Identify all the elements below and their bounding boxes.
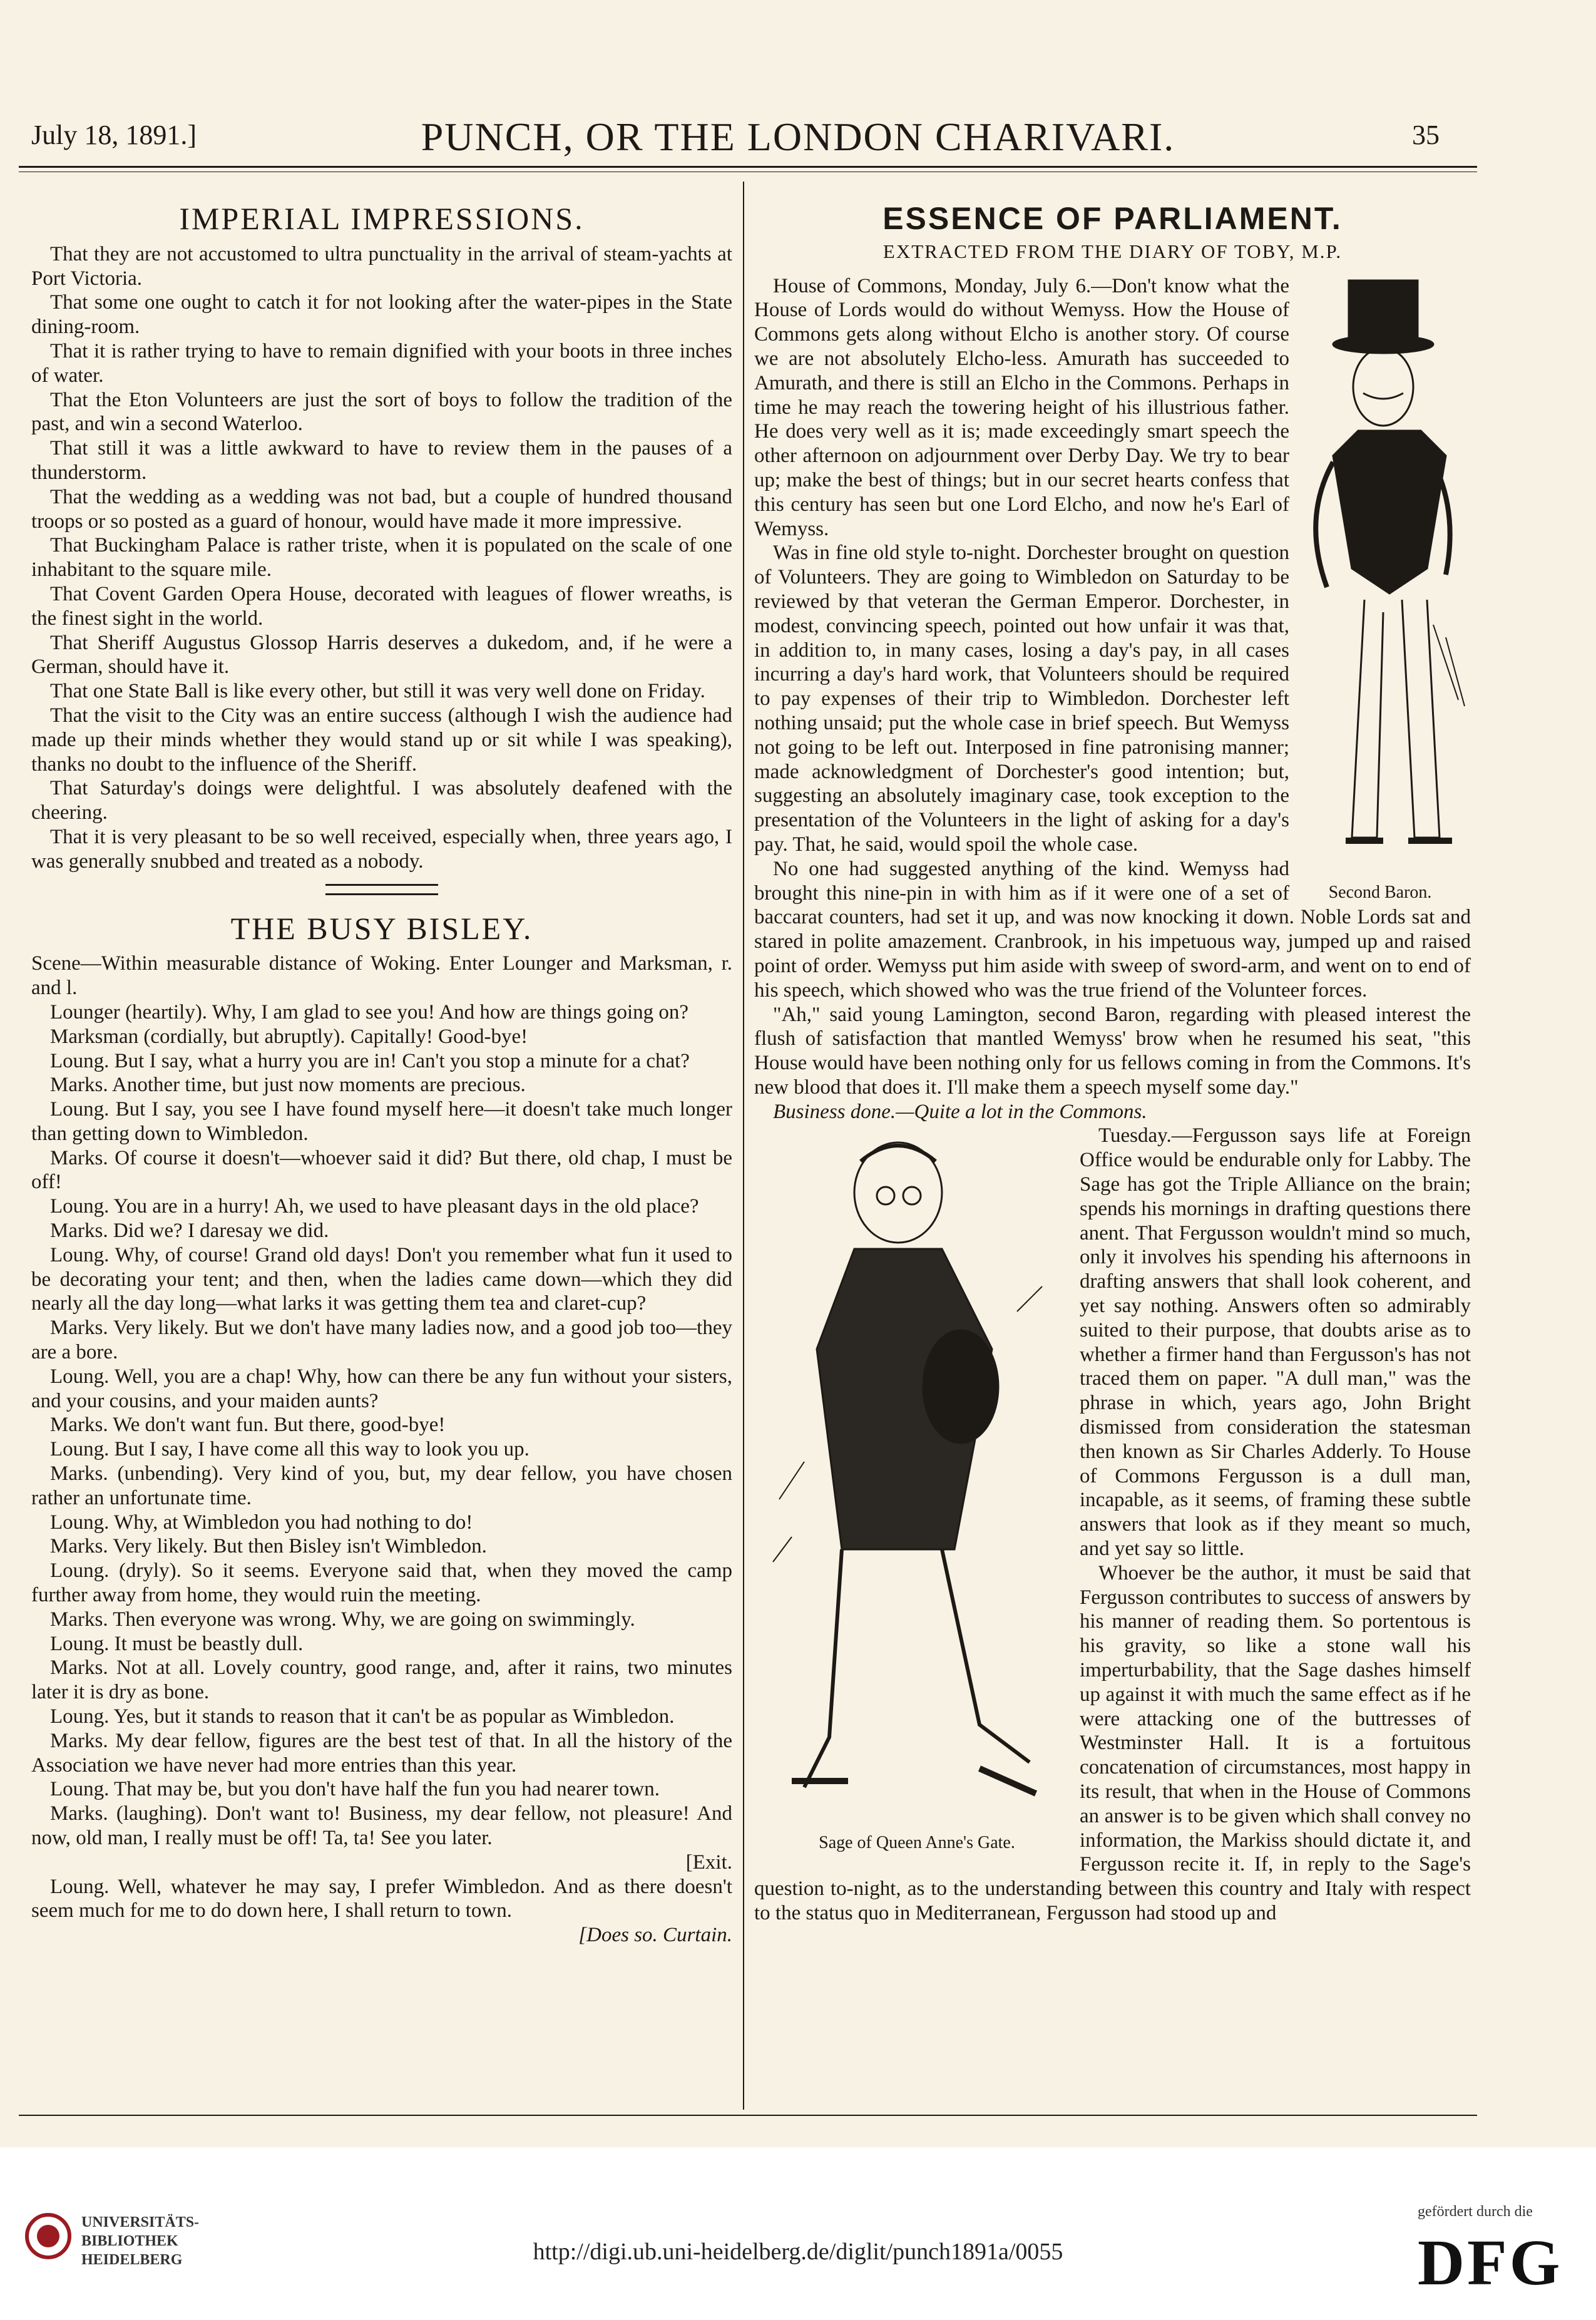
dialogue-line: Marks. (laughing). Don't want to! Business, my dear fellow, not pleasure! And now, old man, I really must be off! Ta, ta! See you later.: [31, 1802, 732, 1849]
left-column: [31, 201, 732, 1948]
dialogue-line: Loung. Well, you are a chap! Why, how can there be any fun without your sisters, and your cousins, and your maiden aunts?: [31, 1365, 732, 1412]
essence-paragraph: No one had suggested anything of the kind. Wemyss had brought this nine-pin in with him as if it were one of a set of baccarat counters, had set it up, and was now knocking it down. Noble Lords sat and stared in polite amazement. Cranbrook, in his impetuous way, jumped up and raised point of order. Wemyss put him aside with sweep of sword-arm, and went on to end of his speech, which showed who was the true friend of the Volunteer forces.: [754, 857, 1471, 1002]
source-url-link[interactable]: http://digi.ub.uni-heidelberg.de/diglit/punch1891a/0055: [533, 2239, 1063, 2265]
dialogue-line: Lounger (heartily). Why, I am glad to see you! And how are things going on?: [50, 1000, 689, 1024]
dialogue-line: Loung. It must be beastly dull.: [50, 1632, 304, 1655]
bottom-rule: [19, 2115, 1477, 2116]
imperial-paragraph: That Sheriff Augustus Glossop Harris deserves a dukedom, and, if he were a German, should have it.: [31, 631, 732, 679]
imperial-paragraph: That Covent Garden Opera House, decorated with leagues of flower wreaths, is the finest sight in the world.: [31, 582, 732, 630]
essence-title: ESSENCE OF PARLIAMENT.: [882, 201, 1343, 236]
dialogue-line: Loung. You are in a hurry! Ah, we used to have pleasant days in the old place?: [50, 1195, 699, 1218]
dialogue-line: Loung. But I say, I have come all this way to look you up.: [50, 1438, 529, 1461]
bisley-body: [31, 952, 732, 1948]
essence-paragraph: Tuesday.—Fergusson says life at Foreign Office would be endurable only for Labby. The Sage has got the Triple Alliance on the brain; spends his mornings in drafting questions there anent. That Fergusson wouldn't mind so much, only it involves his spending his afternoons in drafting answers that shall look coherent, and yet say nothing. Answers often so admirably suited to their purpose, that doubts arise as to whether a firmer hand than Fergusson's has not traced them on paper. "A dull man," was the phrase in which, years ago, John Bright dismissed from consideration the statesman then known as Sir Charles Adderly. To House of Commons Fergusson is a dull man, incapable, as it seems, of framing these subtle answers that look as if they meant so much, and yet say so little.: [1080, 1124, 1471, 1561]
imperial-paragraph: That Buckingham Palace is rather triste, when it is populated on the scale of one inhabitant to the square mile.: [31, 534, 732, 582]
header-rule: [19, 166, 1477, 168]
dialogue-line: Marks. My dear fellow, figures are the best test of that. In all the history of the Association we have never had more entries than this year.: [31, 1729, 732, 1777]
essence-paragraph: Business done.—Quite a lot in the Commons.: [773, 1100, 1147, 1123]
dialogue-line: Marks. Of course it doesn't—whoever said it did? But there, old chap, I must be off!: [31, 1146, 732, 1194]
issue-date: July 18, 1891.]: [31, 120, 197, 150]
imperial-paragraph: That the Eton Volunteers are just the sort of boys to follow the tradition of the past, and win a second Waterloo.: [31, 388, 732, 436]
sage-illustration: [754, 1124, 1067, 1825]
library-name-line: UNIVERSITÄTS-: [81, 2214, 200, 2230]
imperial-paragraph: That one State Ball is like every other, but still it was very well done on Friday.: [50, 680, 705, 703]
dialogue-line: Marks. Then everyone was wrong. Why, we are going on swimmingly.: [50, 1608, 635, 1631]
imperial-paragraph: That the visit to the City was an entire success (although I wish the audience had made up their minds whether they would stand up or sit while I was speaking), thanks no doubt to the influence of the Sheriff.: [31, 704, 732, 776]
illustration-second-baron: [1289, 274, 1471, 903]
library-name-line: BIBLIOTHEK: [81, 2233, 178, 2249]
dialogue-line: Marks. Very likely. But we don't have many ladies now, and a good job too—they are a bore.: [31, 1317, 732, 1364]
dialogue-line: Loung. But I say, what a hurry you are in! Can't you stop a minute for a chat?: [50, 1049, 690, 1072]
imperial-title: IMPERIAL IMPRESSIONS.: [179, 201, 585, 236]
dialogue-line: Marks. Did we? I daresay we did.: [50, 1219, 329, 1243]
dialogue-line: Loung. That may be, but you don't have half the fun you had nearer town.: [50, 1778, 660, 1801]
essence-paragraph: Whoever be the author, it must be said that Fergusson contributes to success of answers by his manner of reading them. So portentous is his gravity, so like a stone wall his imperturbability, that the Sage dashes himself up against it with much the same effect as if he were attacking one of the buttresses of Westminster Hall. It is a fortuitous concatenation of circumstances, most happy in its result, that when in the House of Commons an answer is to be given which shall convey no information, the Markiss should dictate it, and Fergusson recite it. If, in reply to the Sage's question to-night, as to the understanding between this country and Italy with respect to the status quo in Mediterranean, Fergusson had stood up and: [754, 1561, 1471, 1924]
dialogue-line: Loung. But I say, you see I have found myself here—it doesn't take much longer than getting down to Wimbledon.: [31, 1098, 732, 1145]
imperial-paragraph: That still it was a little awkward to have to review them in the pauses of a thunderstorm.: [31, 437, 732, 484]
bisley-title: THE BUSY BISLEY.: [230, 910, 533, 946]
dialogue-line: Loung. Why, at Wimbledon you had nothing to do!: [50, 1511, 473, 1534]
dfg-logo: DFG: [1418, 2227, 1563, 2299]
masthead-title: PUNCH, OR THE LONDON CHARIVARI.: [421, 115, 1175, 159]
dialogue-line: Loung. Why, of course! Grand old days! Don't you remember what fun it used to be decorating your tent; and then, when the ladies came down—which they did nearly all the day long—what larks it was getting them tea and claret-cup?: [31, 1243, 732, 1315]
library-name-line: HEIDELBERG: [81, 2252, 183, 2268]
imperial-body: [31, 242, 732, 874]
essence-paragraph: "Ah," said young Lamington, second Baron, regarding with pleased interest the flush of satisfaction that mantled Wemyss' brow when he resumed his seat, "this House would have been nothing only for us fellows coming in from the Commons. It's new blood that does it. I'll make them a speech myself some day.": [754, 1003, 1471, 1099]
dialogue-line: Marks. (unbending). Very kind of you, but, my dear fellow, you have chosen rather an unfortunate time.: [31, 1462, 732, 1509]
column-divider: [743, 182, 744, 2110]
imperial-paragraph: That Saturday's doings were delightful. I was absolutely deafened with the cheering.: [31, 777, 732, 824]
caption-second-baron: Second Baron.: [1328, 883, 1432, 903]
dialogue-line: Loung. Well, whatever he may say, I prefer Wimbledon. And as there doesn't seem much for me to do down here, I shall return to town.: [31, 1875, 732, 1922]
stage-direction-curtain: [Does so. Curtain.: [578, 1924, 732, 1947]
top-hat-gentleman-illustration: [1289, 274, 1471, 875]
imperial-paragraph: That some one ought to catch it for not looking after the water-pipes in the State dining-room.: [31, 291, 732, 339]
bisley-scene: Scene—Within measurable distance of Woking. Enter Lounger and Marksman, r. and l.: [31, 952, 732, 1000]
imperial-paragraph: That it is very pleasant to be so well received, especially when, three years ago, I was generally snubbed and treated as a nobody.: [31, 825, 732, 873]
dialogue-line: Loung. Yes, but it stands to reason that it can't be as popular as Wimbledon.: [50, 1705, 675, 1728]
illustration-sage: [754, 1124, 1080, 1859]
dialogue-line: Marks. Not at all. Lovely country, good range, and, after it rains, two minutes later it is dry as bone.: [31, 1656, 732, 1704]
essence-paragraph: Was in fine old style to-night. Dorchester brought on question of Volunteers. They are going to Wimbledon on Saturday to be reviewed by that veteran the German Emperor. Dorchester, in modest, convincing speech, pointed out how unfair it was that, in addition to, in many cases, losing a day's pay, in all cases incurring a day's hard work, that Volunteers should be required to pay expenses of their trip to Wimbledon. Dorchester left nothing unsaid; put the whole case in brief speech. But Wemyss not going to be left out. Interposed in fine patronising manner; made acknowledgment of Dorchester's good intention; but, suggesting an absolutely imaginary case, took exception to the presentation of the Volunteers in the light of asking for a day's pay. That, he said, would spoil the whole case.: [754, 542, 1289, 856]
imperial-paragraph: That the wedding as a wedding was not bad, but a couple of hundred thousand troops or so posted as a guard of honour, would have made it more impressive.: [31, 485, 732, 533]
right-column: [754, 201, 1471, 1926]
caption-sage: Sage of Queen Anne's Gate.: [819, 1833, 1015, 1853]
stage-direction-exit: [Exit.: [685, 1850, 732, 1874]
imperial-paragraph: That they are not accustomed to ultra punctuality in the arrival of steam-yachts at Port Victoria.: [31, 242, 732, 290]
page-number: 35: [1412, 120, 1440, 150]
dialogue-line: Marks. Very likely. But then Bisley isn't Wimbledon.: [50, 1535, 487, 1558]
dialogue-line: Marks. We don't want fun. But there, good-bye!: [50, 1414, 446, 1437]
funder-note: gefördert durch die: [1418, 2204, 1533, 2220]
dialogue-line: Loung. (dryly). So it seems. Everyone said that, when they moved the camp further away from home, they would ruin the meeting.: [31, 1559, 732, 1607]
imperial-paragraph: That it is rather trying to have to remain dignified with your boots in three inches of water.: [31, 339, 732, 387]
essence-paragraph: House of Commons, Monday, July 6.—Don't know what the House of Lords would do without Wemyss. How the House of Commons gets along without Elcho is another story. Of course we are not absolutely Elcho-less. Amurath has succeeded to Amurath, and there is still an Elcho in the Commons. Perhaps in time he may reach the towering height of his illustrious father. He does very well as it is; made exceedingly smart speech the other afternoon on adjournment over Derby Day. We try to bear up; make the best of things; but in our secret hearts confess that this century has seen but one Lord Elcho, and now he's Earl of Wemyss.: [754, 274, 1289, 540]
essence-subtitle: EXTRACTED FROM THE DIARY OF TOBY, M.P.: [882, 240, 1343, 262]
digitization-footer: [0, 2147, 1596, 2320]
section-divider: [325, 884, 438, 895]
dialogue-line: Marks. Another time, but just now moments are precious.: [50, 1074, 526, 1097]
dialogue-line: Marksman (cordially, but abruptly). Capitally! Good-bye!: [50, 1025, 528, 1048]
